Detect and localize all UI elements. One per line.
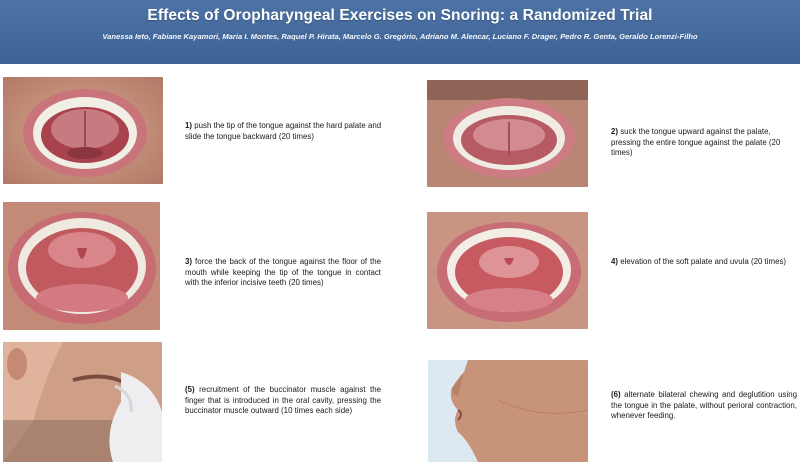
exercise-3-number: 3) <box>185 257 193 266</box>
exercise-2-text: suck the tongue upward against the palate, pressing the entire tongue against the palate (20 times) <box>611 127 781 158</box>
exercise-1-number: 1) <box>185 121 193 130</box>
poster-title: Effects of Oropharyngeal Exercises on Snoring: a Randomized Trial <box>147 7 653 24</box>
exercise-5-photo <box>3 342 162 462</box>
exercise-4-photo <box>427 212 588 329</box>
exercise-2-photo <box>427 80 588 187</box>
poster-header <box>0 0 800 64</box>
exercise-5-number: (5) <box>185 385 195 394</box>
exercise-3-text: force the back of the tongue against the floor of the mouth while keeping the tip of the tongue in contact with the inferior incisive teeth (20 times) <box>185 257 381 288</box>
exercise-2-number: 2) <box>611 127 619 136</box>
exercise-6-text: alternate bilateral chewing and deglutition using the tongue in the palate, without perioral contraction, whenever feeding. <box>611 390 797 421</box>
exercise-6-photo <box>428 360 588 462</box>
exercise-3-photo <box>3 202 160 330</box>
exercise-6-caption <box>611 390 797 422</box>
exercise-6-number: (6) <box>611 390 621 399</box>
author-list: Vanessa Ieto, Fabiane Kayamori, Maria I. Montes, Raquel P. Hirata, Marcelo G. Gregório, Adriano M. Alencar, Luciano F. Drager, Pedro R. Genta, Geraldo Lorenzi-Filho <box>102 32 698 41</box>
exercise-1-caption <box>185 121 385 142</box>
exercise-4-caption <box>611 257 796 268</box>
exercise-5-caption <box>185 385 381 417</box>
exercise-2-caption <box>611 127 800 159</box>
exercise-4-text: elevation of the soft palate and uvula (20 times) <box>620 257 787 266</box>
exercise-1-text: push the tip of the tongue against the hard palate and slide the tongue backward (20 times) <box>185 121 382 141</box>
exercise-3-caption <box>185 257 381 289</box>
exercise-1-photo <box>3 77 163 184</box>
exercise-4-number: 4) <box>611 257 619 266</box>
exercise-5-text: recruitment of the buccinator muscle against the finger that is introduced in the oral cavity, pressing the buccinator muscle outward (10 times each side) <box>185 385 382 416</box>
